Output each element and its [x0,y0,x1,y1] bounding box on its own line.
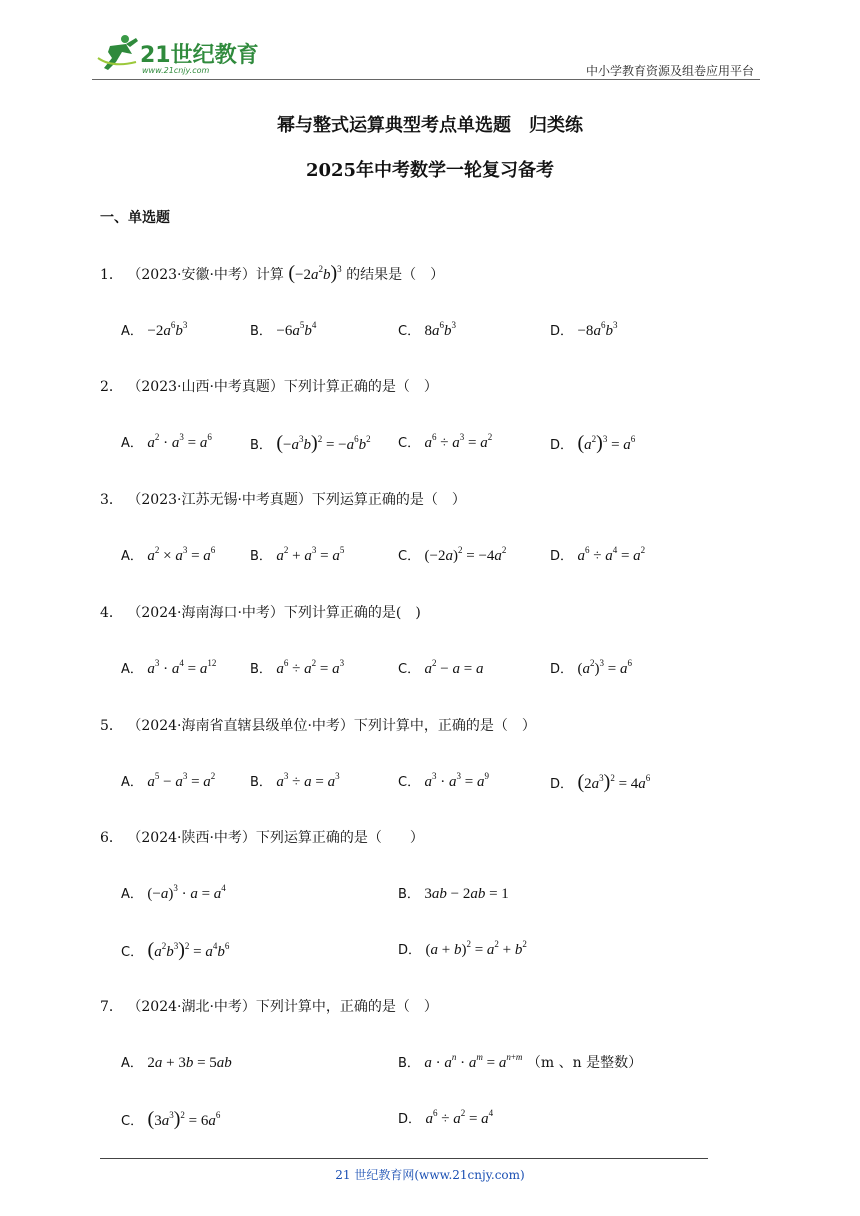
question-5 [100,715,536,735]
q4-option-a[interactable]: A． $a^3 \cdot a^4 = a^{12}$ [121,658,217,677]
site-name: 中小学教育资源及组卷应用平台 [585,64,754,78]
q6-option-b[interactable]: B． 3ab − 2ab = 1 [398,886,509,902]
runner-icon [98,35,138,70]
q2-option-b[interactable]: B． $(-a^3b)^2 = -a^6b^2$ [250,432,371,454]
question-6 [100,827,424,847]
footer-link[interactable]: 21 世纪教育网(www.21cnjy.com) [335,1168,525,1182]
logo-url: www.21cnjy.com [142,66,210,75]
q7-option-b[interactable]: B． $a \cdot a^n \cdot a^m = a^{n+m}$ （m 、n 是整数） [398,1052,643,1071]
q3-option-c[interactable]: C． $(-2a)^2 = -4a^2$ [398,545,507,564]
question-number: 5． [100,718,123,734]
q1-option-d[interactable]: D． $-8a^6b^3$ [550,320,618,339]
q3-option-a[interactable]: A． $a^2 \times a^3 = a^6$ [121,545,216,564]
q1-option-b[interactable]: B． $-6a^5b^4$ [250,320,317,339]
question-4 [100,602,421,622]
q4-option-d[interactable]: D． $(a^2)^3 = a^6$ [550,658,632,677]
q6-option-d[interactable]: D． $(a + b)^2 = a^2 + b^2$ [398,939,527,958]
question-stem: （2023·安徽·中考）计算 [127,267,284,283]
q5-option-a[interactable]: A． $a^5 - a^3 = a^2$ [121,771,216,790]
q6-option-c[interactable]: C． $(a^2b^3)^2 = a^4b^6$ [121,939,230,961]
page-header [0,0,860,82]
question-stem: （2024·陕西·中考）下列运算正确的是（ ） [127,830,424,846]
q3-option-d[interactable]: D． $a^6 \div a^4 = a^2$ [550,545,646,564]
title-line-1: 幂与整式运算典型考点单选题 归类练 [277,115,583,136]
q5-option-c[interactable]: C． $a^3 \cdot a^3 = a^9$ [398,771,489,790]
section-label: 一、单选题 [100,210,170,226]
question-stem-end: 的结果是（ ） [346,267,445,283]
question-number: 4． [100,605,123,621]
q5-option-b[interactable]: B． $a^3 \div a = a^3$ [250,771,340,790]
q7-option-c[interactable]: C． $(3a^3)^2 = 6a^6$ [121,1108,221,1130]
logo-text: 21世纪教育 [140,43,259,68]
title-line-2: 2025年中考数学一轮复习备考 [305,160,555,181]
q7-option-a[interactable]: A． 2a + 3b = 5ab [121,1055,232,1071]
q2-option-a[interactable]: A． $a^2 \cdot a^3 = a^6$ [121,432,212,451]
question-stem: （2023·江苏无锡·中考真题）下列运算正确的是（ ） [127,492,466,508]
question-1 [100,262,444,285]
q4-option-b[interactable]: B． $a^6 \div a^2 = a^3$ [250,658,345,677]
question-number: 2． [100,379,123,395]
question-stem: （2024·湖北·中考）下列计算中，正确的是（ ） [127,999,438,1015]
q1-option-c[interactable]: C． $8a^6b^3$ [398,320,457,339]
q1-option-a[interactable]: A． $-2a^6b^3$ [121,320,188,339]
q7-option-b-note: （m 、n 是整数） [526,1055,643,1071]
q7-option-d[interactable]: D． $a^6 \div a^2 = a^4$ [398,1108,494,1127]
header-divider [92,79,760,80]
q6-option-a[interactable]: A． $(-a)^3 \cdot a = a^4$ [121,883,226,902]
question-7 [100,996,438,1016]
footer-divider [100,1158,708,1159]
logo [92,32,262,76]
q4-option-c[interactable]: C． $a^2 - a = a$ [398,658,484,677]
question-3 [100,489,466,509]
question-number: 6． [100,830,123,846]
question-number: 3． [100,492,123,508]
question-number: 1． [100,267,123,283]
question-2 [100,376,438,396]
question-stem: （2023·山西·中考真题）下列计算正确的是（ ） [127,379,438,395]
q2-option-c[interactable]: C． $a^6 \div a^3 = a^2$ [398,432,493,451]
question-stem: （2024·海南海口·中考）下列计算正确的是( ) [127,605,421,621]
q5-option-d[interactable]: D． $(2a^3)^2 = 4a^6$ [550,771,651,793]
q2-option-d[interactable]: D． $(a^2)^3 = a^6$ [550,432,636,454]
expression: $(-2a^2b)^3$ [288,262,342,284]
question-number: 7． [100,999,123,1015]
q3-option-b[interactable]: B． $a^2 + a^3 = a^5$ [250,545,345,564]
question-stem: （2024·海南省直辖县级单位·中考）下列计算中，正确的是（ ） [127,718,536,734]
